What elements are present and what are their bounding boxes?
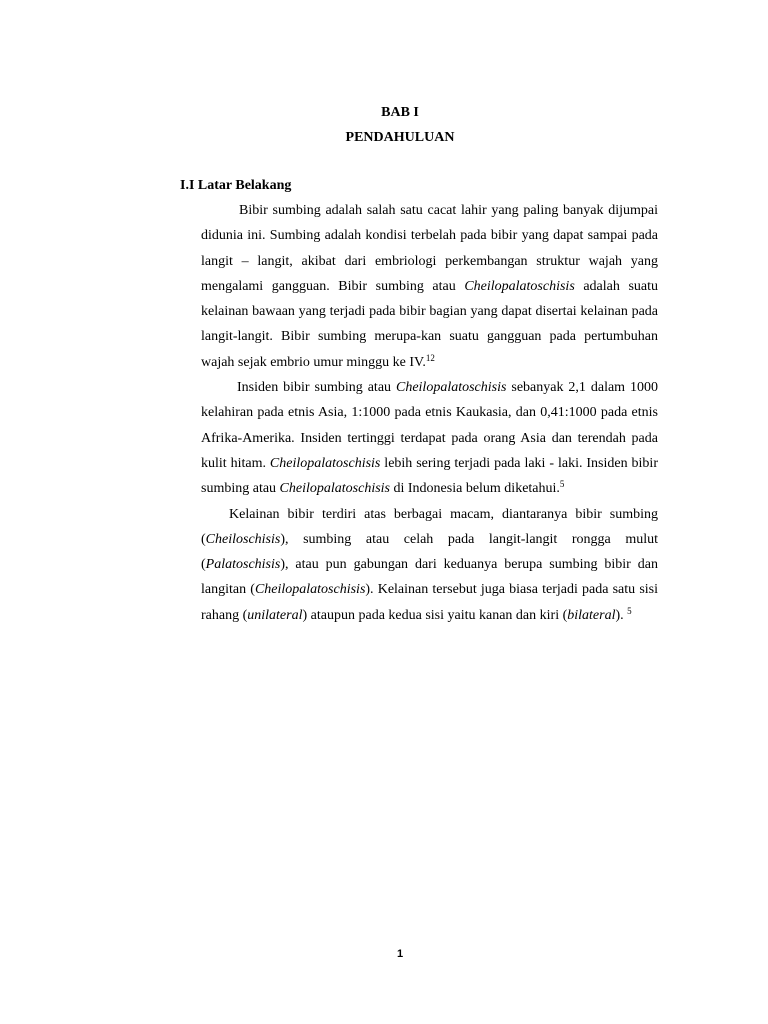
citation-superscript: 12 [425,352,435,363]
italic-term: unilateral [247,607,303,623]
paragraph-2 [201,375,658,501]
page-number: 1 [396,948,404,960]
chapter-label: BAB I [381,105,419,120]
text-segment: ), sumbing atau celah pada langit-langit rongga mulut ( [201,531,658,573]
citation-superscript: 5 [559,479,565,490]
text-segment: Kelainan bibir terdiri atas berbagai macam, diantaranya bibir sumbing ( [201,506,658,547]
italic-term: Cheilopalatoschisis [279,481,390,497]
text-segment: Bibir sumbing adalah salah satu cacat lahir yang paling banyak dijumpai didunia ini. Sumbing adalah kondisi terbelah pada bibir yang dapat sampai pada langit – langit, akibat dari embriologi perkembangan struktur wajah yang mengalami gangguan. Bibir sumbing atau [201,203,658,294]
italic-term: Cheiloschisis [205,531,281,547]
text-segment: di Indonesia belum diketahui. [390,481,560,497]
italic-term: Cheilopalatoschisis [464,278,575,294]
chapter-title: PENDAHULUAN [345,130,455,145]
section-heading: I.I Latar Belakang [180,178,292,193]
italic-term: Cheilopalatoschisis [269,455,381,471]
italic-term: Cheilopalatoschisis [254,582,366,598]
italic-term: Palatoschisis [205,557,281,573]
text-segment: ). Kelainan tersebut juga biasa terjadi pada satu sisi rahang ( [201,582,659,623]
text-segment: lebih sering terjadi pada laki - laki. Insiden bibir sumbing atau [201,455,658,497]
text-segment: ), atau pun gabungan dari keduanya berupa sumbing bibir dan langitan ( [201,557,658,598]
paragraph-1 [201,198,658,375]
italic-term: bilateral [567,607,616,623]
text-segment: adalah suatu kelainan bawaan yang terjadi pada bibir bagian yang dapat disertai kelainan pada langit-langit. Bibir sumbing merupa-kan suatu gangguan pada pertumbuhan wajah sejak embrio umur minggu ke IV. [201,278,658,370]
text-segment: Insiden bibir sumbing atau [237,380,396,396]
paragraph-3 [201,502,658,628]
body-text [201,198,658,628]
citation-superscript: 5 [627,605,632,616]
text-segment: sebanyak 2,1 dalam 1000 kelahiran pada etnis Asia, 1:1000 pada etnis Kaukasia, dan 0,41:1000 pada etnis Afrika-Amerika. Insiden tertinggi terdapat pada orang Asia dan terendah pada kulit hitam. [201,380,659,471]
text-segment: ). [615,607,628,623]
italic-term: Cheilopalatoschisis [395,380,507,396]
text-segment: ) ataupun pada kedua sisi yaitu kanan dan kiri ( [302,607,568,623]
